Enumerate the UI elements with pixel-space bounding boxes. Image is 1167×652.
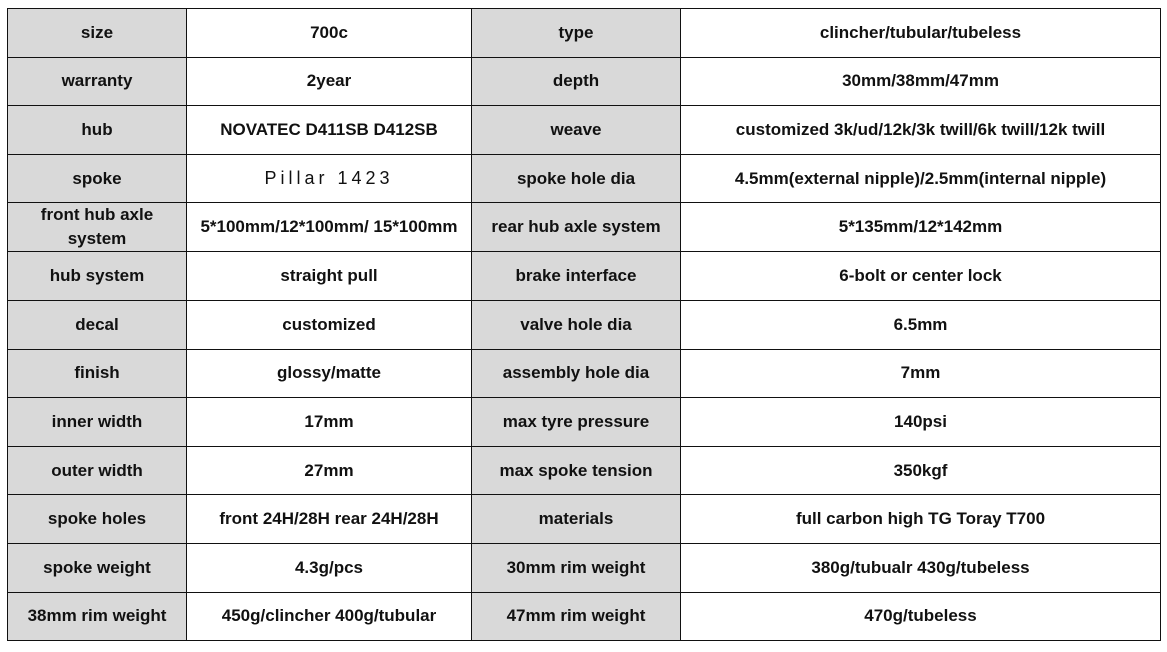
row-value-right: 4.5mm(external nipple)/2.5mm(internal nipple) <box>681 154 1161 203</box>
row-label-left: warranty <box>8 57 187 106</box>
row-label-right: max spoke tension <box>472 446 681 495</box>
row-value-right: full carbon high TG Toray T700 <box>681 495 1161 544</box>
table-row <box>8 300 1161 349</box>
row-label-left: spoke holes <box>8 495 187 544</box>
row-value-right: 7mm <box>681 349 1161 398</box>
row-label-left: spoke <box>8 154 187 203</box>
row-value-right: 5*135mm/12*142mm <box>681 203 1161 252</box>
row-label-left: front hub axle system <box>8 203 187 252</box>
row-label-right: rear hub axle system <box>472 203 681 252</box>
row-value-left: 450g/clincher 400g/tubular <box>187 592 472 641</box>
row-label-right: materials <box>472 495 681 544</box>
row-value-right: 6-bolt or center lock <box>681 252 1161 301</box>
table-row <box>8 106 1161 155</box>
row-label-right: assembly hole dia <box>472 349 681 398</box>
row-value-left: customized <box>187 300 472 349</box>
row-value-left <box>187 154 472 203</box>
table-row <box>8 592 1161 641</box>
row-label-left: 38mm rim weight <box>8 592 187 641</box>
row-value-left: 2year <box>187 57 472 106</box>
table-row <box>8 252 1161 301</box>
row-value-left: 27mm <box>187 446 472 495</box>
row-label-left: hub system <box>8 252 187 301</box>
row-label-right: type <box>472 9 681 58</box>
row-value-left: front 24H/28H rear 24H/28H <box>187 495 472 544</box>
row-value-right: 380g/tubualr 430g/tubeless <box>681 543 1161 592</box>
row-value-right: 140psi <box>681 398 1161 447</box>
table-row <box>8 154 1161 203</box>
table-row <box>8 495 1161 544</box>
row-label-left: inner width <box>8 398 187 447</box>
table-row <box>8 9 1161 58</box>
table-row <box>8 203 1161 252</box>
row-value-right: 6.5mm <box>681 300 1161 349</box>
row-value-left: 4.3g/pcs <box>187 543 472 592</box>
row-label-left: size <box>8 9 187 58</box>
row-label-left: finish <box>8 349 187 398</box>
row-label-right: 30mm rim weight <box>472 543 681 592</box>
row-value-left: straight pull <box>187 252 472 301</box>
row-value-left: 17mm <box>187 398 472 447</box>
row-label-left: spoke weight <box>8 543 187 592</box>
row-value-right: 350kgf <box>681 446 1161 495</box>
row-value-right: 30mm/38mm/47mm <box>681 57 1161 106</box>
table-row <box>8 446 1161 495</box>
spec-table <box>7 8 1161 641</box>
row-value-left: glossy/matte <box>187 349 472 398</box>
table-row <box>8 57 1161 106</box>
row-label-right: spoke hole dia <box>472 154 681 203</box>
row-label-right: brake interface <box>472 252 681 301</box>
row-value-right: clincher/tubular/tubeless <box>681 9 1161 58</box>
row-label-right: max tyre pressure <box>472 398 681 447</box>
row-label-right: 47mm rim weight <box>472 592 681 641</box>
row-label-left: outer width <box>8 446 187 495</box>
table-row <box>8 398 1161 447</box>
table-row <box>8 543 1161 592</box>
row-value-left: 5*100mm/12*100mm/ 15*100mm <box>187 203 472 252</box>
row-value-left: 700c <box>187 9 472 58</box>
row-label-left: decal <box>8 300 187 349</box>
row-label-right: valve hole dia <box>472 300 681 349</box>
row-label-right: weave <box>472 106 681 155</box>
row-label-right: depth <box>472 57 681 106</box>
row-value-right: 470g/tubeless <box>681 592 1161 641</box>
row-value-right: customized 3k/ud/12k/3k twill/6k twill/12k twill <box>681 106 1161 155</box>
row-label-left: hub <box>8 106 187 155</box>
spoke-model-text: Pillar 1423 <box>264 168 394 189</box>
table-row <box>8 349 1161 398</box>
row-value-left: NOVATEC D411SB D412SB <box>187 106 472 155</box>
